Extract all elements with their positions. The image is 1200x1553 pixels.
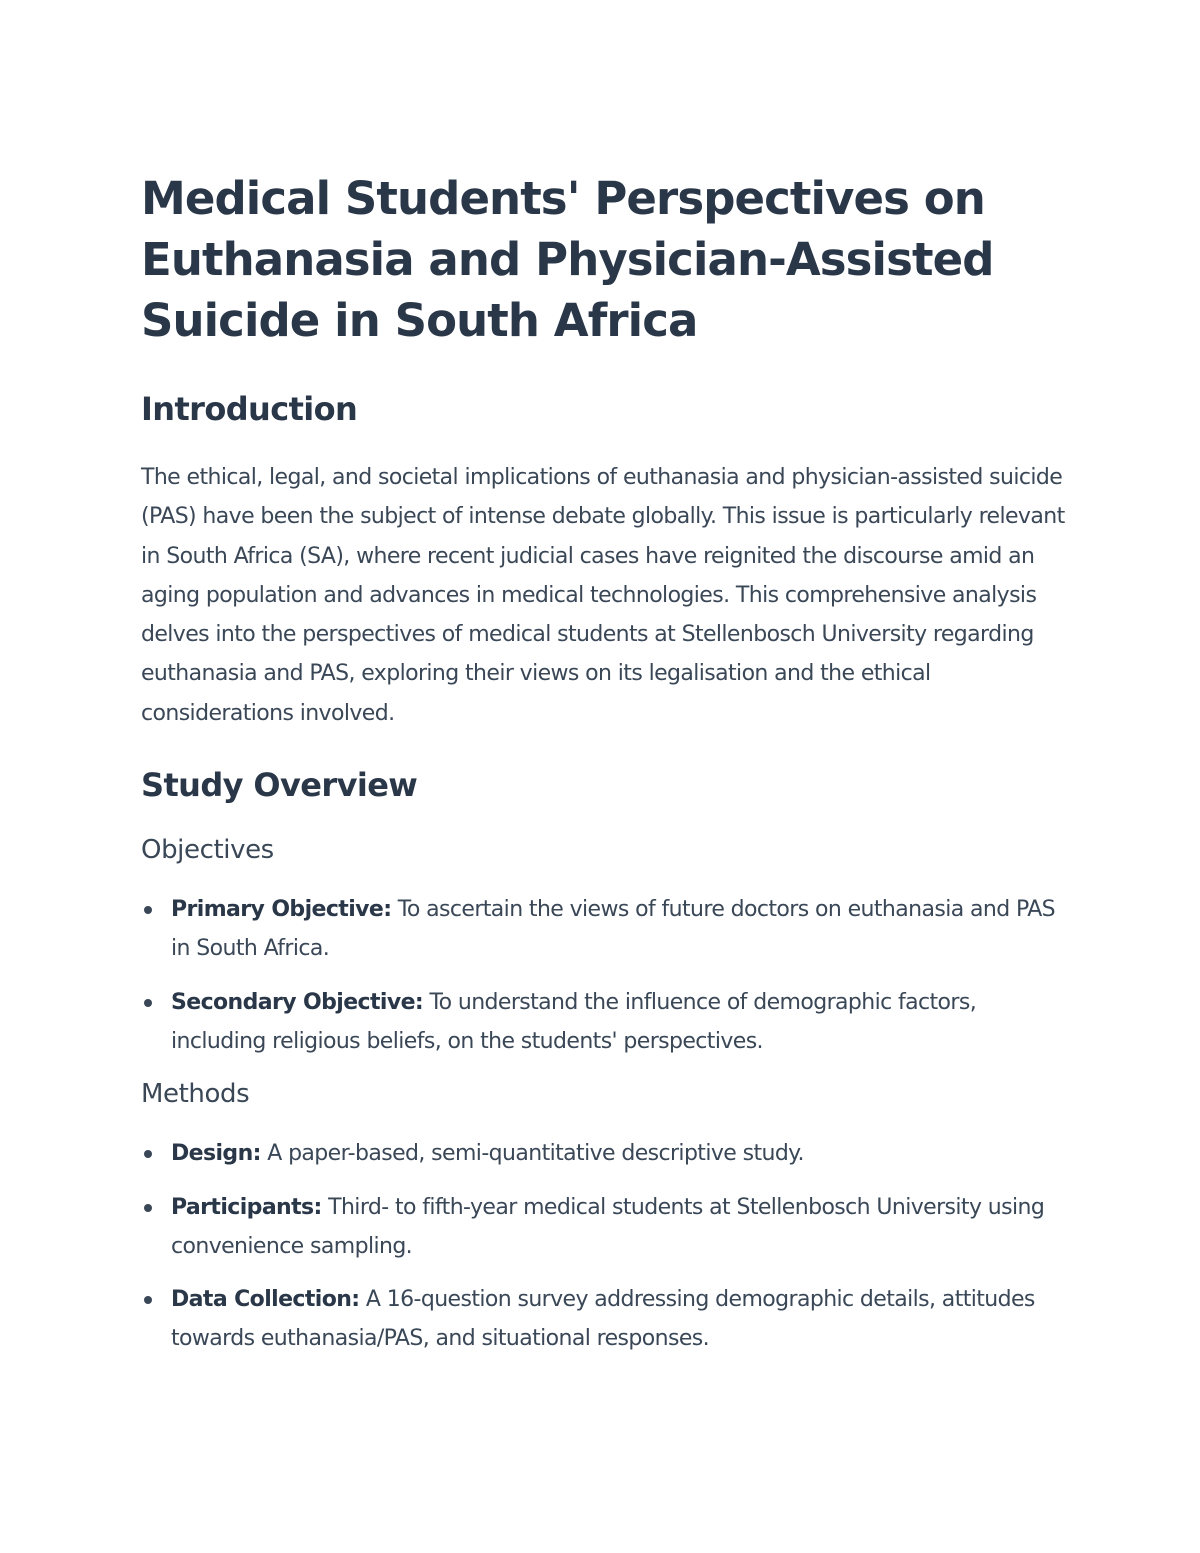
bullet-icon (144, 999, 152, 1007)
bullet-icon (144, 906, 152, 914)
list-item-text: Third- to fifth-year medical students at Stellenbosch University using convenience sampling. (171, 1194, 1045, 1259)
list-item-text: A paper-based, semi-quantitative descriptive study. (260, 1141, 804, 1167)
introduction-paragraph: The ethical, legal, and societal implications of euthanasia and physician-assisted suicide (PAS) have been the subject of intense debate globally. This issue is particularly relevant in South Africa (SA), where recent judicial cases have reignited the discourse amid an aging population and advances in medical technologies. This comprehensive analysis delves into the perspectives of medical students at Stellenbosch University regarding euthanasia and PAS, exploring their views on its legalisation and the ethical considerations involved. (141, 465, 1065, 726)
list-item (141, 890, 1071, 969)
objectives-heading: Objectives (141, 835, 274, 866)
document-title: Medical Students' Perspectives on Euthanasia and Physician-Assisted Suicide in South Africa (141, 172, 994, 347)
list-item-label: Primary Objective: (171, 897, 392, 923)
bullet-icon (144, 1150, 152, 1158)
list-item-label: Secondary Objective: (171, 989, 424, 1015)
list-item (141, 1280, 1071, 1359)
list-item (141, 983, 1071, 1062)
methods-heading: Methods (141, 1079, 250, 1110)
list-item (141, 1134, 1071, 1173)
list-item-label: Data Collection: (171, 1287, 360, 1313)
bullet-icon (144, 1204, 152, 1212)
list-item-label: Participants: (171, 1194, 322, 1220)
study-overview-heading: Study Overview (141, 766, 418, 805)
objectives-list (141, 890, 1071, 1061)
methods-list (141, 1134, 1071, 1358)
introduction-heading: Introduction (141, 390, 358, 428)
bullet-icon (144, 1296, 152, 1304)
list-item-text: To understand the influence of demographic factors, including religious beliefs, on the students' perspectives. (171, 989, 977, 1054)
list-item (141, 1188, 1071, 1267)
list-item-label: Design: (171, 1141, 261, 1167)
list-item-text: To ascertain the views of future doctors on euthanasia and PAS in South Africa. (171, 897, 1056, 962)
list-item-text: A 16-question survey addressing demographic details, attitudes towards euthanasia/PAS, and situational responses. (171, 1287, 1035, 1352)
document-page (141, 168, 1071, 1373)
